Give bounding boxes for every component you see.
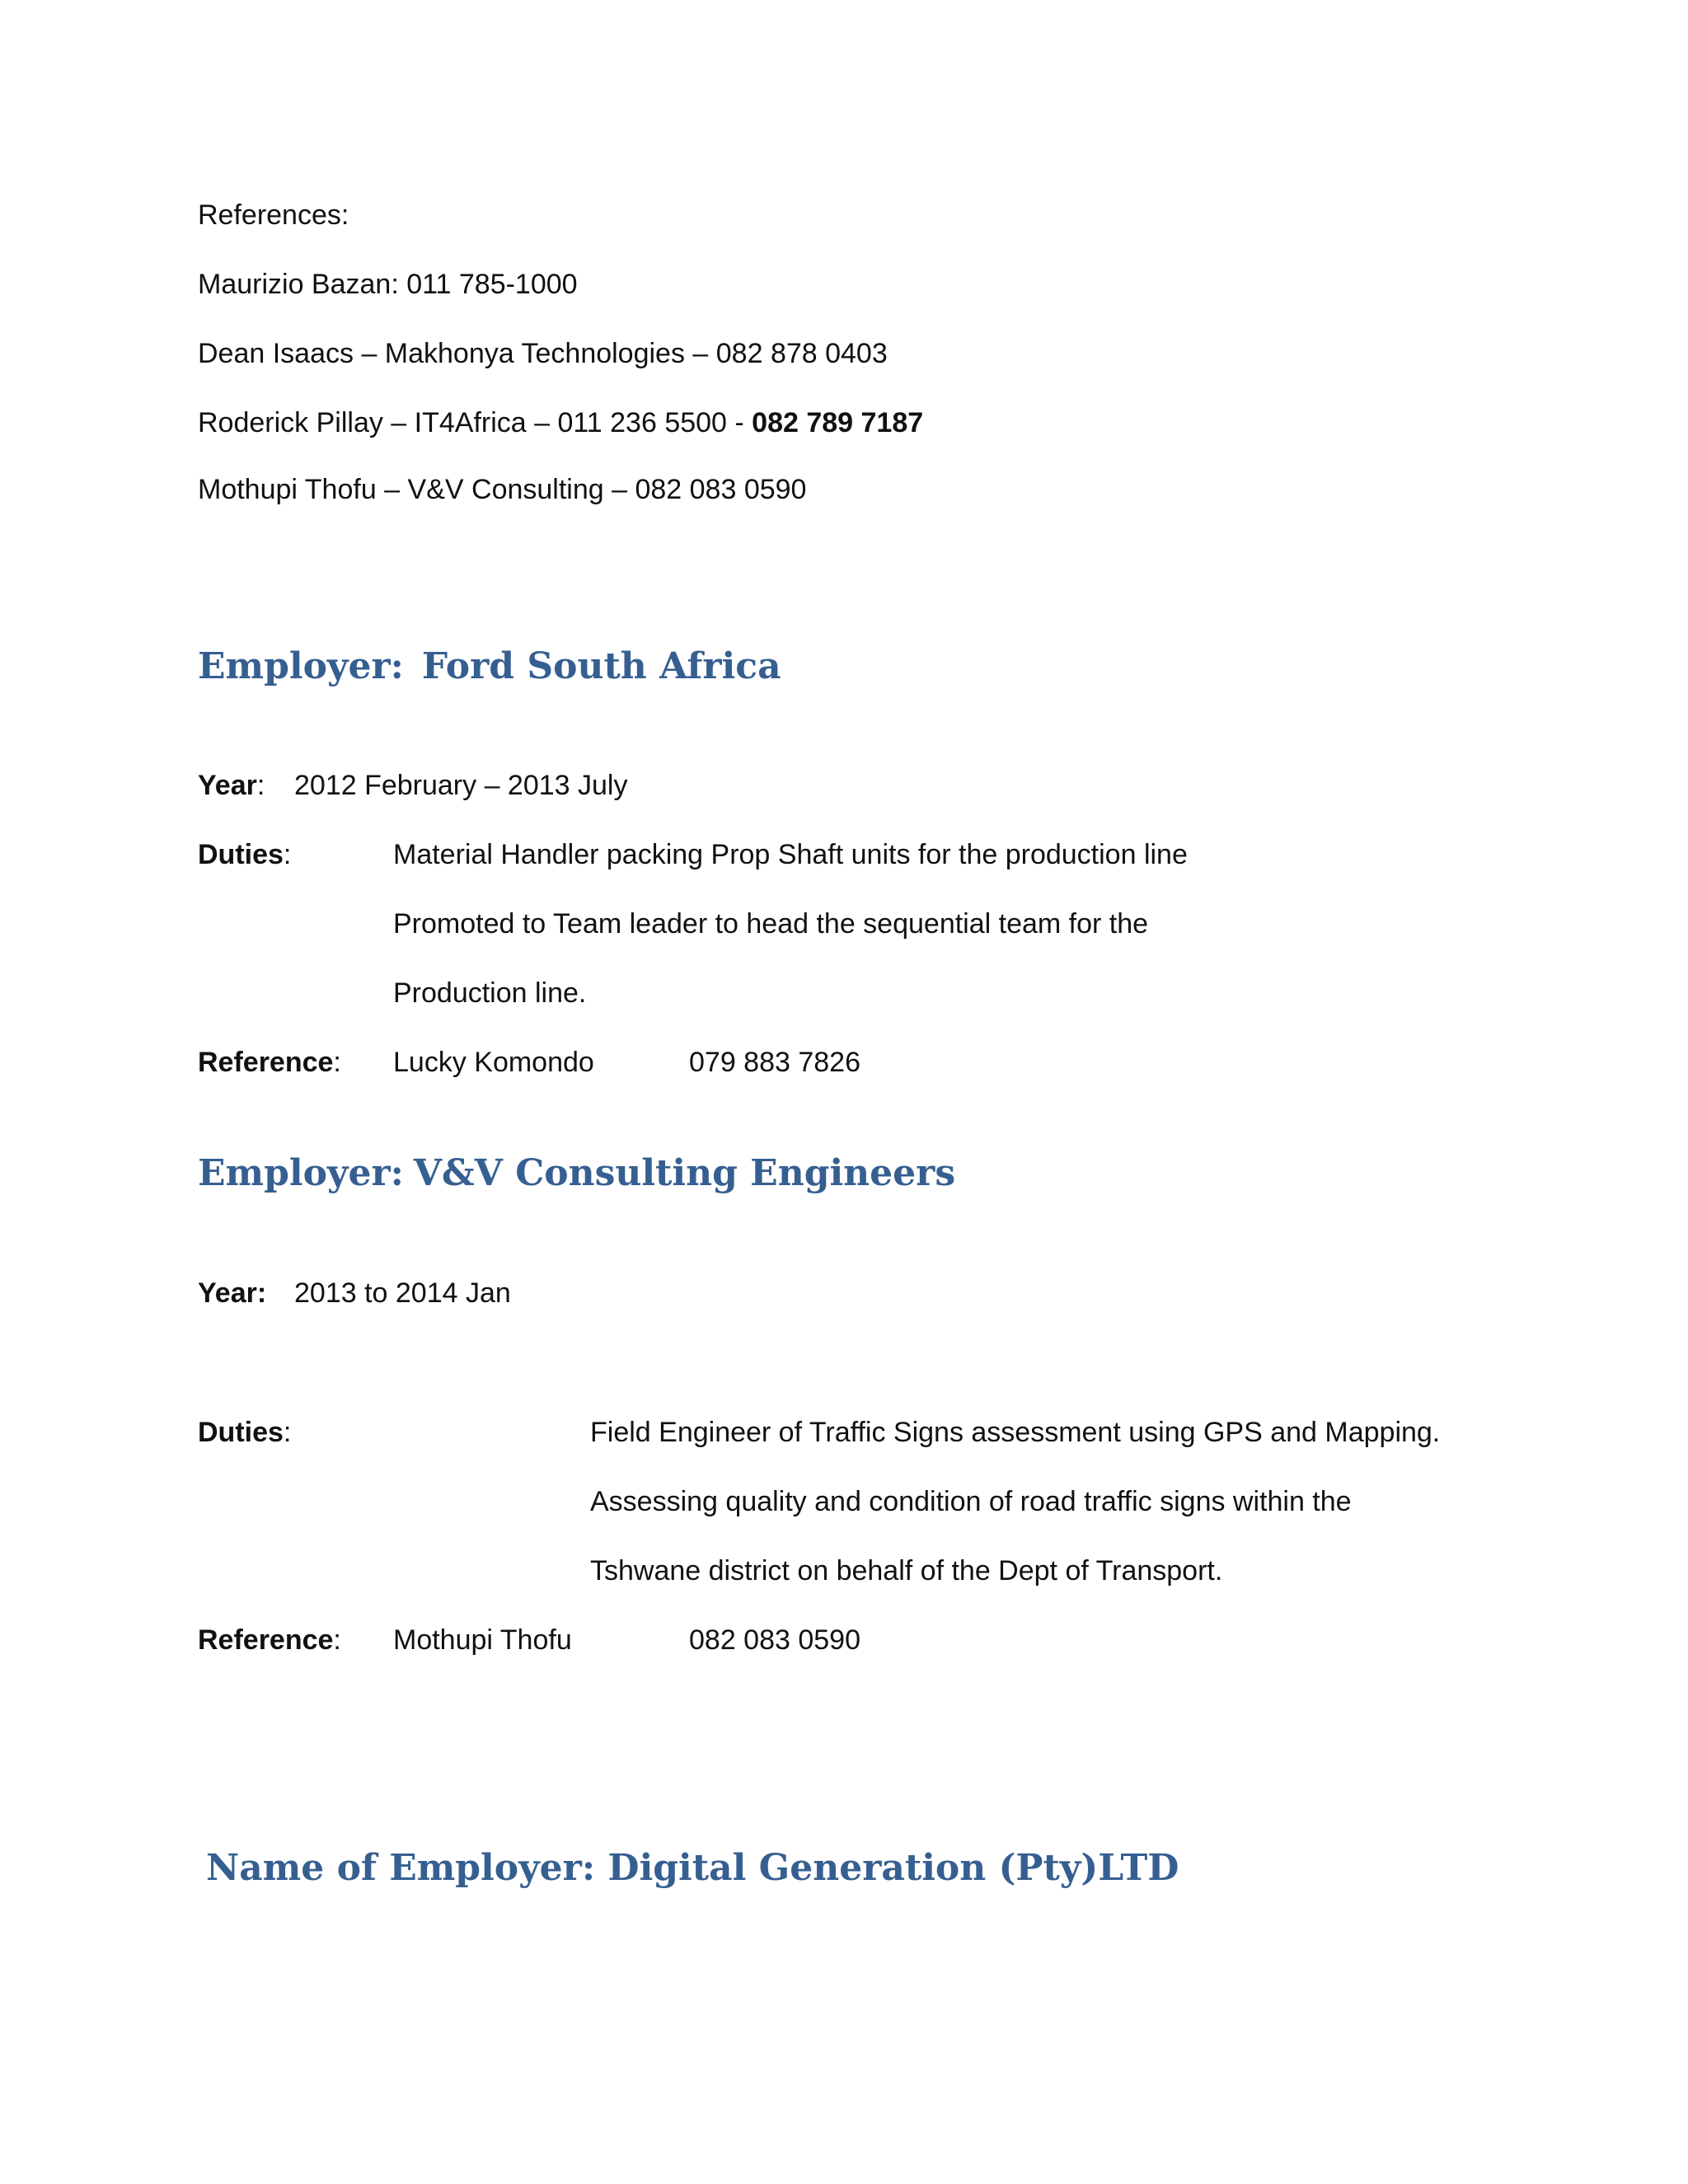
- reference-phone: 079 883 7826: [689, 1047, 860, 1078]
- reference-item: Dean Isaacs – Makhonya Technologies – 082 878 0403: [198, 338, 888, 369]
- reference-label: Reference:: [198, 1047, 341, 1078]
- reference-name: Mothupi Thofu: [393, 1624, 572, 1656]
- duty-line: Field Engineer of Traffic Signs assessment using GPS and Mapping.: [590, 1417, 1441, 1448]
- references-title: References:: [198, 199, 349, 231]
- duties-label: Duties:: [198, 839, 292, 870]
- reference-item: [198, 406, 923, 439]
- year-label: Year:: [198, 1277, 267, 1309]
- reference-item: Maurizio Bazan: 011 785-1000: [198, 269, 578, 300]
- final-employer-heading: Name of Employer: Digital Generation (Pty)LTD: [206, 1847, 1179, 1889]
- duty-line: Promoted to Team leader to head the sequential team for the: [393, 908, 1149, 940]
- employer-heading: [198, 1152, 955, 1195]
- reference-item: Mothupi Thofu – V&V Consulting – 082 083 0590: [198, 474, 807, 505]
- duties-label: Duties:: [198, 1417, 292, 1448]
- duty-line: Production line.: [393, 977, 587, 1009]
- employer-heading-label: Employer:: [198, 645, 404, 687]
- year-value: 2013 to 2014 Jan: [294, 1277, 511, 1309]
- employer-heading-label: Employer:: [198, 1152, 404, 1194]
- employer-heading-name: Ford South Africa: [421, 645, 781, 687]
- duty-line: Tshwane district on behalf of the Dept of Transport.: [590, 1555, 1223, 1586]
- reference-phone: 082 083 0590: [689, 1624, 860, 1656]
- duty-line: Material Handler packing Prop Shaft units for the production line: [393, 839, 1188, 870]
- employer-heading: [198, 645, 781, 688]
- reference-label: Reference:: [198, 1624, 341, 1656]
- reference-name: Lucky Komondo: [393, 1047, 594, 1078]
- year-value: 2012 February – 2013 July: [294, 770, 628, 801]
- employer-heading-name: V&V Consulting Engineers: [413, 1152, 956, 1194]
- reference-item-text: Roderick Pillay – IT4Africa – 011 236 5500 -: [198, 407, 753, 438]
- year-label: Year:: [198, 770, 265, 801]
- reference-item-bold-phone: 082 789 7187: [752, 407, 924, 438]
- duty-line: Assessing quality and condition of road traffic signs within the: [590, 1486, 1352, 1517]
